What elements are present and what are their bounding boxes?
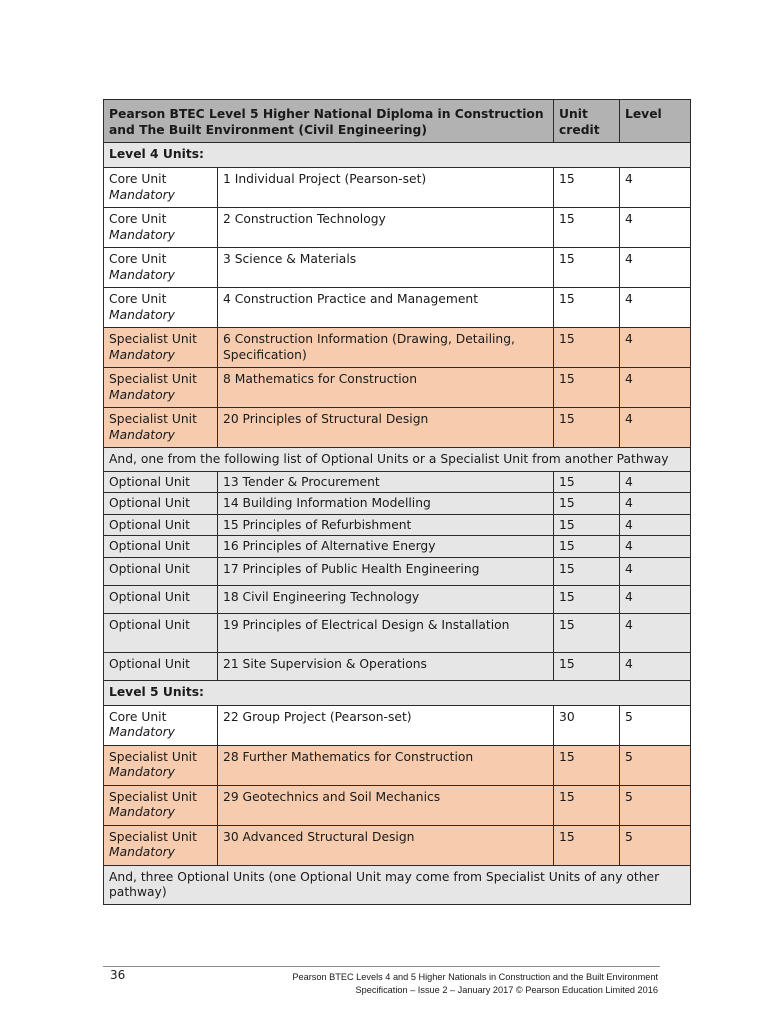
unit-type: Core Unit	[109, 252, 167, 266]
table-row	[104, 613, 691, 652]
unit-level: 5	[620, 785, 691, 825]
unit-level: 4	[620, 328, 691, 368]
table-row	[104, 328, 691, 368]
table-row	[104, 471, 691, 493]
unit-status: Mandatory	[109, 387, 175, 402]
unit-level: 4	[620, 248, 691, 288]
unit-name: 1 Individual Project (Pearson-set)	[218, 168, 554, 208]
unit-status: Mandatory	[109, 725, 175, 739]
unit-type-cell	[104, 288, 218, 328]
unit-credit: 15	[554, 208, 620, 248]
unit-credit: 15	[554, 536, 620, 558]
unit-level: 5	[620, 825, 691, 865]
unit-name: 4 Construction Practice and Management	[218, 288, 554, 328]
unit-name: 6 Construction Information (Drawing, Detailing, Specification)	[218, 328, 554, 368]
unit-status: Mandatory	[109, 765, 175, 779]
unit-credit: 15	[554, 825, 620, 865]
unit-credit-header: Unit credit	[554, 100, 620, 143]
unit-name: 20 Principles of Structural Design	[218, 408, 554, 448]
unit-level: 5	[620, 745, 691, 785]
unit-type: Optional Unit	[104, 536, 218, 558]
table-row	[104, 208, 691, 248]
unit-status: Mandatory	[109, 805, 175, 819]
unit-credit: 15	[554, 785, 620, 825]
unit-name: 29 Geotechnics and Soil Mechanics	[218, 785, 554, 825]
unit-name: 30 Advanced Structural Design	[218, 825, 554, 865]
unit-level: 4	[620, 493, 691, 515]
unit-type: Specialist Unit	[109, 829, 197, 844]
unit-type: Optional Unit	[104, 652, 218, 680]
unit-status: Mandatory	[109, 307, 175, 322]
table-row	[104, 514, 691, 536]
table-row	[104, 168, 691, 208]
unit-type: Specialist Unit	[109, 332, 197, 346]
unit-credit: 15	[554, 168, 620, 208]
unit-name: 3 Science & Materials	[218, 248, 554, 288]
unit-type: Optional Unit	[104, 514, 218, 536]
level4-note: And, one from the following list of Optional Units or a Specialist Unit from another Pathway	[104, 448, 691, 472]
unit-level: 4	[620, 471, 691, 493]
unit-credit: 15	[554, 652, 620, 680]
unit-type-cell	[104, 785, 218, 825]
unit-type-cell	[104, 208, 218, 248]
level-header: Level	[620, 100, 691, 143]
unit-type: Optional Unit	[104, 493, 218, 515]
table-row	[104, 652, 691, 680]
unit-name: 13 Tender & Procurement	[218, 471, 554, 493]
unit-level: 4	[620, 536, 691, 558]
unit-level: 4	[620, 408, 691, 448]
footer-line-1: Pearson BTEC Levels 4 and 5 Higher Nationals in Construction and the Built Environment	[292, 972, 658, 982]
table-row	[104, 705, 691, 745]
table-row	[104, 825, 691, 865]
unit-type-cell	[104, 408, 218, 448]
unit-name: 19 Principles of Electrical Design & Installation	[218, 613, 554, 652]
unit-type-cell	[104, 705, 218, 745]
unit-level: 4	[620, 514, 691, 536]
unit-status: Mandatory	[109, 845, 175, 859]
level4-note-row	[104, 448, 691, 472]
page-number: 36	[110, 968, 126, 982]
unit-status: Mandatory	[109, 427, 175, 442]
unit-credit: 15	[554, 493, 620, 515]
unit-level: 4	[620, 288, 691, 328]
unit-name: 8 Mathematics for Construction	[218, 368, 554, 408]
unit-type: Optional Unit	[104, 471, 218, 493]
unit-level: 4	[620, 652, 691, 680]
unit-level: 5	[620, 705, 691, 745]
table-row	[104, 745, 691, 785]
table-row	[104, 288, 691, 328]
unit-status: Mandatory	[109, 347, 175, 362]
unit-type-cell	[104, 368, 218, 408]
unit-credit: 15	[554, 408, 620, 448]
table-row	[104, 368, 691, 408]
unit-type-cell	[104, 825, 218, 865]
level4-heading: Level 4 Units:	[104, 143, 691, 168]
unit-credit: 30	[554, 705, 620, 745]
level4-heading-row	[104, 143, 691, 168]
unit-credit: 15	[554, 248, 620, 288]
unit-name: 18 Civil Engineering Technology	[218, 585, 554, 613]
unit-name: 22 Group Project (Pearson-set)	[218, 705, 554, 745]
level5-note: And, three Optional Units (one Optional Unit may come from Specialist Units of any other pathway)	[104, 865, 691, 904]
unit-type: Core Unit	[109, 212, 167, 226]
unit-credit: 15	[554, 514, 620, 536]
unit-type: Specialist Unit	[109, 412, 197, 426]
unit-credit: 15	[554, 471, 620, 493]
table-row	[104, 557, 691, 585]
unit-status: Mandatory	[109, 267, 175, 282]
unit-credit: 15	[554, 328, 620, 368]
unit-type: Optional Unit	[104, 557, 218, 585]
unit-level: 4	[620, 208, 691, 248]
level5-heading: Level 5 Units:	[104, 680, 691, 705]
unit-credit: 15	[554, 745, 620, 785]
unit-level: 4	[620, 368, 691, 408]
footer-divider	[103, 966, 660, 967]
unit-status: Mandatory	[109, 187, 175, 202]
unit-level: 4	[620, 557, 691, 585]
level5-heading-row	[104, 680, 691, 705]
unit-type-cell	[104, 168, 218, 208]
unit-type: Core Unit	[109, 172, 167, 186]
unit-status: Mandatory	[109, 227, 175, 242]
unit-name: 15 Principles of Refurbishment	[218, 514, 554, 536]
unit-credit: 15	[554, 585, 620, 613]
table-row	[104, 248, 691, 288]
unit-level: 4	[620, 168, 691, 208]
unit-type: Optional Unit	[104, 585, 218, 613]
table-row	[104, 536, 691, 558]
level5-note-row	[104, 865, 691, 904]
unit-type: Specialist Unit	[109, 749, 197, 764]
footer-text	[292, 971, 658, 997]
unit-credit: 15	[554, 613, 620, 652]
table-title: Pearson BTEC Level 5 Higher National Diploma in Construction and The Built Environment (Civil Engineering)	[104, 100, 554, 143]
table-row	[104, 408, 691, 448]
unit-name: 14 Building Information Modelling	[218, 493, 554, 515]
unit-credit: 15	[554, 288, 620, 328]
unit-type-cell	[104, 745, 218, 785]
unit-level: 4	[620, 585, 691, 613]
unit-level: 4	[620, 613, 691, 652]
table-row	[104, 785, 691, 825]
unit-type-cell	[104, 328, 218, 368]
unit-type: Specialist Unit	[109, 789, 197, 804]
table-row	[104, 493, 691, 515]
unit-name: 17 Principles of Public Health Engineering	[218, 557, 554, 585]
unit-name: 21 Site Supervision & Operations	[218, 652, 554, 680]
unit-type: Optional Unit	[104, 613, 218, 652]
unit-name: 28 Further Mathematics for Construction	[218, 745, 554, 785]
footer-line-2: Specification – Issue 2 – January 2017 © Pearson Education Limited 2016	[355, 985, 658, 995]
unit-credit: 15	[554, 368, 620, 408]
table-header-row	[104, 100, 691, 143]
unit-type-cell	[104, 248, 218, 288]
table-row	[104, 585, 691, 613]
units-table	[103, 99, 691, 905]
unit-type: Core Unit	[109, 292, 167, 306]
unit-type: Specialist Unit	[109, 372, 197, 386]
unit-type: Core Unit	[109, 709, 167, 724]
unit-credit: 15	[554, 557, 620, 585]
unit-name: 16 Principles of Alternative Energy	[218, 536, 554, 558]
unit-name: 2 Construction Technology	[218, 208, 554, 248]
